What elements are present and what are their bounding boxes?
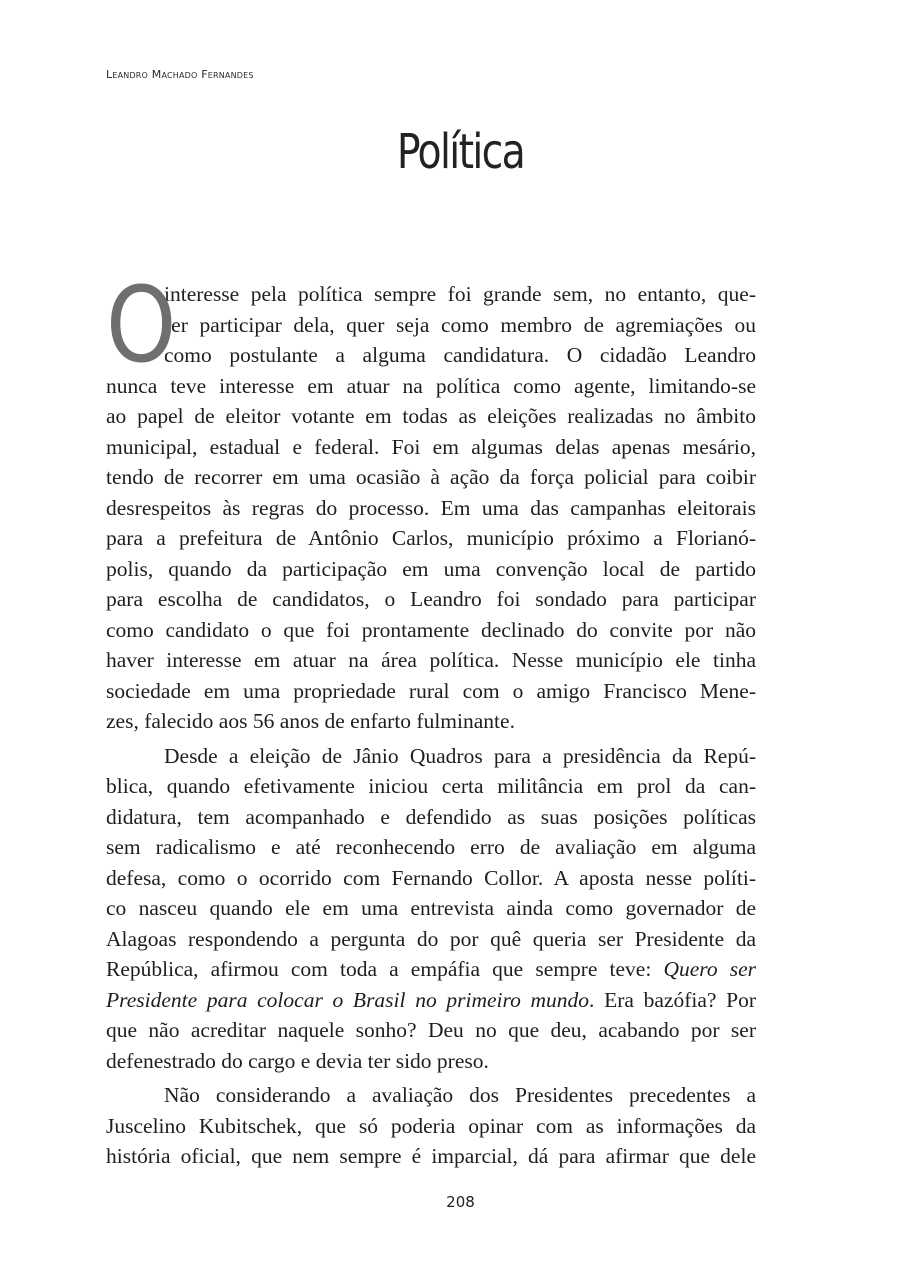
text-line: [106, 985, 756, 1016]
text-line: blica, quando efetivamente iniciou certa militância em prol da can-: [106, 774, 756, 798]
text-line: rer participar dela, quer seja como membro de agremiações ou: [164, 312, 756, 337]
text-line: zes, falecido aos 56 anos de enfarto fulminante.: [106, 709, 515, 733]
text-line: Não considerando a avaliação dos Presidentes precedentes a: [164, 1083, 756, 1107]
text-line: como postulante a alguma candidatura. O cidadão Leandro: [164, 343, 756, 367]
text-line: sem radicalismo e até reconhecendo erro de avaliação em alguma: [106, 835, 756, 859]
text-line: co nasceu quando ele em uma entrevista ainda como governador de: [106, 896, 756, 920]
running-head: Leandro Machado Fernandes: [106, 68, 254, 81]
text-line: ao papel de eleitor votante em todas as eleições realizadas no âmbito: [106, 404, 756, 428]
text-line: Alagoas respondendo a pergunta do por quê queria ser Presidente da: [106, 926, 756, 951]
chapter-title: Política: [396, 124, 525, 181]
body-text: [106, 264, 756, 1172]
text-line: defenestrado do cargo e devia ter sido preso.: [106, 1048, 489, 1073]
text-line: municipal, estadual e federal. Foi em algumas delas apenas mesário,: [106, 434, 756, 459]
text-line: polis, quando da participação em uma convenção local de partido: [106, 556, 756, 581]
text-line: tendo de recorrer em uma ocasião à ação da força policial para coibir: [106, 465, 756, 489]
paragraph-1: [106, 264, 756, 737]
text-line: que não acreditar naquele sonho? Deu no que deu, acabando por ser: [106, 1018, 756, 1042]
italic-quote: Presidente para colocar o Brasil no primeiro mundo: [106, 987, 590, 1012]
text-line: como candidato o que foi prontamente declinado do convite por não: [106, 617, 756, 642]
text-run: República, afirmou com toda a empáfia que sempre teve:: [106, 957, 664, 981]
italic-quote: Quero ser: [663, 957, 756, 981]
text-line: Desde a eleição de Jânio Quadros para a presidência da Repú-: [164, 743, 756, 768]
text-line: desrespeitos às regras do processo. Em uma das campanhas eleitorais: [106, 495, 756, 520]
text-line: didatura, tem acompanhado e defendido as suas posições políticas: [106, 804, 756, 829]
text-line: haver interesse em atuar na área política. Nesse município ele tinha: [106, 648, 756, 672]
text-line: para escolha de candidatos, o Leandro foi sondado para participar: [106, 587, 756, 611]
text-run: . Era bazófia? Por: [589, 987, 756, 1012]
paragraph-3: [106, 1080, 756, 1172]
paragraph-2: [106, 741, 756, 1077]
text-line: história oficial, que nem sempre é imparcial, dá para afirmar que dele: [106, 1144, 756, 1168]
page-number: 208: [446, 1193, 475, 1211]
text-line: interesse pela política sempre foi grande sem, no entanto, que-: [164, 282, 756, 306]
text-line: defesa, como o ocorrido com Fernando Collor. A aposta nesse políti-: [106, 865, 756, 890]
text-line: Juscelino Kubitschek, que só poderia opinar com as informações da: [106, 1113, 756, 1138]
text-line: sociedade em uma propriedade rural com o amigo Francisco Mene-: [106, 678, 756, 703]
drop-cap: O: [106, 264, 177, 386]
text-line: [106, 954, 756, 985]
text-line: para a prefeitura de Antônio Carlos, município próximo a Florianó-: [106, 526, 756, 550]
text-line: nunca teve interesse em atuar na política como agente, limitando-se: [106, 373, 756, 398]
